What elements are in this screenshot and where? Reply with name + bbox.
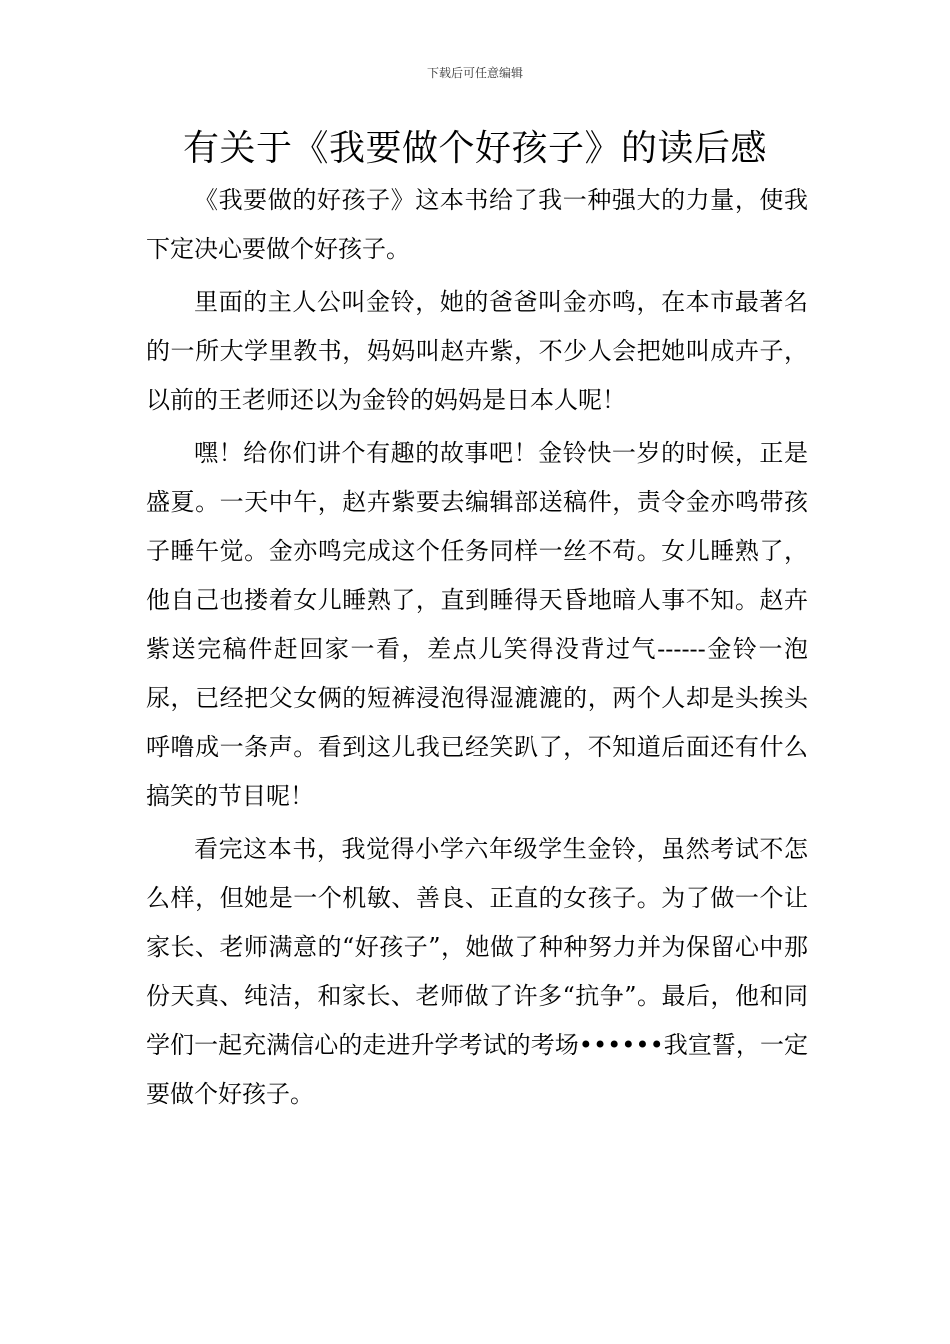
page-header-note: 下载后可任意编辑 <box>426 66 523 80</box>
paragraph-4: 看完这本书，我觉得小学六年级学生金铃，虽然考试不怎么样，但她是一个机敏、善良、正直的女孩子。为了做一个让家长、老师满意的“好孩子”，她做了种种努力并为保留心中那份天真、纯洁，和家长、老师做了许多“抗争”。最后，他和同学们一起充满信心的走进升学考试的考场••••••我宣誓，一定要做个好孩子。 <box>146 835 808 1108</box>
document-title: 有关于《我要做个好孩子》的读后感 <box>182 128 767 169</box>
paragraph-1: 《我要做的好孩子》这本书给了我一种强大的力量，使我下定决心要做个好孩子。 <box>146 186 808 263</box>
paragraph-3: 嘿！给你们讲个有趣的故事吧！金铃快一岁的时候，正是盛夏。一天中午，赵卉紫要去编辑部送稿件，责令金亦鸣带孩子睡午觉。金亦鸣完成这个任务同样一丝不苟。女儿睡熟了，他自己也搂着女儿睡熟了，直到睡得天昏地暗人事不知。赵卉紫送完稿件赶回家一看，差点儿笑得没背过气------金铃一泡尿，已经把父女俩的短裤浸泡得湿漉漉的，两个人却是头挨头呼噜成一条声。看到这儿我已经笑趴了，不知道后面还有什么搞笑的节目呢！ <box>146 439 808 810</box>
paragraph-2: 里面的主人公叫金铃，她的爸爸叫金亦鸣，在本市最著名的一所大学里教书，妈妈叫赵卉紫，不少人会把她叫成卉子，以前的王老师还以为金铃的妈妈是日本人呢！ <box>146 288 808 414</box>
document-body <box>146 176 808 1119</box>
